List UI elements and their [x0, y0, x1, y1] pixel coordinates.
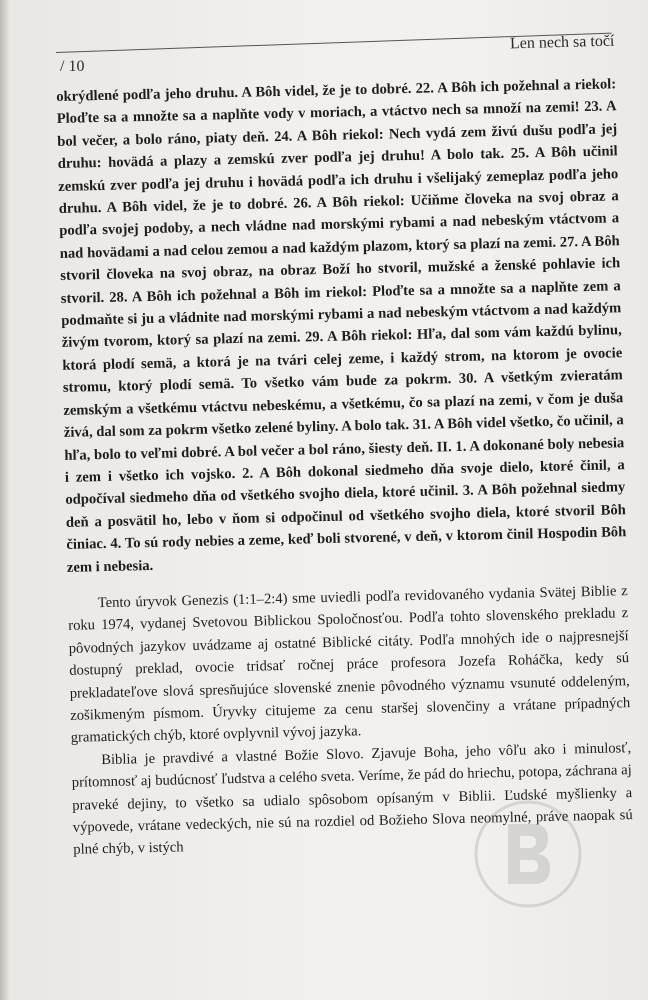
watermark-logo [468, 794, 588, 914]
paragraph-bible: Biblia je pravdivé a vlastné Božie Slovo. Zjavuje Boha, jeho vôľu ako i minulosť, prítomnosť aj budúcnosť ľudstva a celého sveta. Veríme, že pád do hriechu, potopa, záchrana aj praveké dejiny, to všetko sa udialo spôsobom opísaným v Biblii. Ľudské myšlienky a výpovede, vrátane vedeckých, nie sú na rozdiel od Božieho Slova neomylné, práve naopak sú plné chýb, v istých [71, 739, 633, 859]
text-block [56, 73, 633, 861]
binding-shadow [0, 0, 10, 1000]
page-header [34, 30, 618, 74]
page-number: / 10 [60, 58, 85, 75]
running-title: Len nech sa točí [509, 32, 615, 53]
paragraph-intro: Tento úryvok Genezis (1:1–2:4) sme uviedli podľa revidovaného vydania Svätej Biblie z roku 1974, vydanej Svetovou Biblickou Spoločnosťou. Podľa tohto slovenského prekladu z pôvodných jazykov uvádzame aj ostatné Biblické citáty. Podľa mnohých ide o najpresnejší dostupný preklad, ovocie tridsať ročnej práce profesora Jozefa Roháčka, kedy sú prekladateľove slová spresňujúce slovenské znenie pôvodného významu vsunuté oddeleným, zošikmeným písmom. Úryvky citujeme za cenu staršej slovenčiny a vrátane prípadných gramatických chýb, ktoré ovplyvnil vývoj jazyka. [68, 583, 631, 747]
scripture-passage: okrýdlené podľa jeho druhu. A Bôh videl, že je to dobré. 22. A Bôh ich požehnal a riekol: Ploďte sa a množte sa a naplňte vody v moriach, a vtáctvo nech sa množí na zemi! 23. A bol večer, a bolo ráno, piaty deň. 24. A Bôh riekol: Nech vydá zem živú dušu podľa jej druhu: hovädá a plazy a zemskú zver podľa jej druhu! A bolo tak. 25. A Bôh učinil zemskú zver podľa jej druhu i hovädá podľa ich druhu i všelijaký zemeplaz podľa jeho druhu. A Bôh videl, že je to dobré. 26. A Bôh riekol: Učiňme človeka na svoj obraz a podľa svojej podoby, a nech vládne nad morskými rybami a nad nebeským vtáctvom a nad hovädami a nad celou zemou a nad každým plazom, ktorý sa plazí na zemi. 27. A Bôh stvoril človeka na svoj obraz, na obraz Boží ho stvoril, mužské a ženské pohlavie ich stvoril. 28. A Bôh ich požehnal a Bôh im riekol: Ploďte sa a množte sa a naplňte zem a podmaňte si ju a vládnite nad morskými rybami a nad nebeským vtáctvom a nad každým živým tvorom, ktorý sa plazí na zemi. 29. A Bôh riekol: Hľa, dal som vám každú bylinu, ktorá plodí semä, a ktorá je na tvári celej zeme, i každý strom, na ktorom je ovocie stromu, ktorý plodí semä. To všetko vám bude za pokrm. 30. A všetkým zvieratám zemským a všetkému vtáctvu nebeskému, a všetkému, čo sa plazí na zemi, v čom je duša živá, dal som za pokrm všetko zelené byliny. A bolo tak. 31. A Bôh videl všetko, čo učinil, a hľa, bolo to veľmi dobré. A bol večer a bol ráno, šiesty deň. II. 1. A dokonané boly nebesia i zem i všetko ich vojsko. 2. A Bôh dokonal siedmeho dňa svoje dielo, ktoré činil, a odpočíval siedmeho dňa od všetkého svojho diela, ktoré učinil. 3. A Bôh požehnal siedmy deň a posvätil ho, lebo v ňom si odpočinul od všetkého svojho diela, ktoré stvoril Bôh činiac. 4. To sú rody nebies a zeme, keď boli stvorené, v deň, v ktorom činil Hospodin Bôh zem i nebesia. [56, 76, 627, 576]
